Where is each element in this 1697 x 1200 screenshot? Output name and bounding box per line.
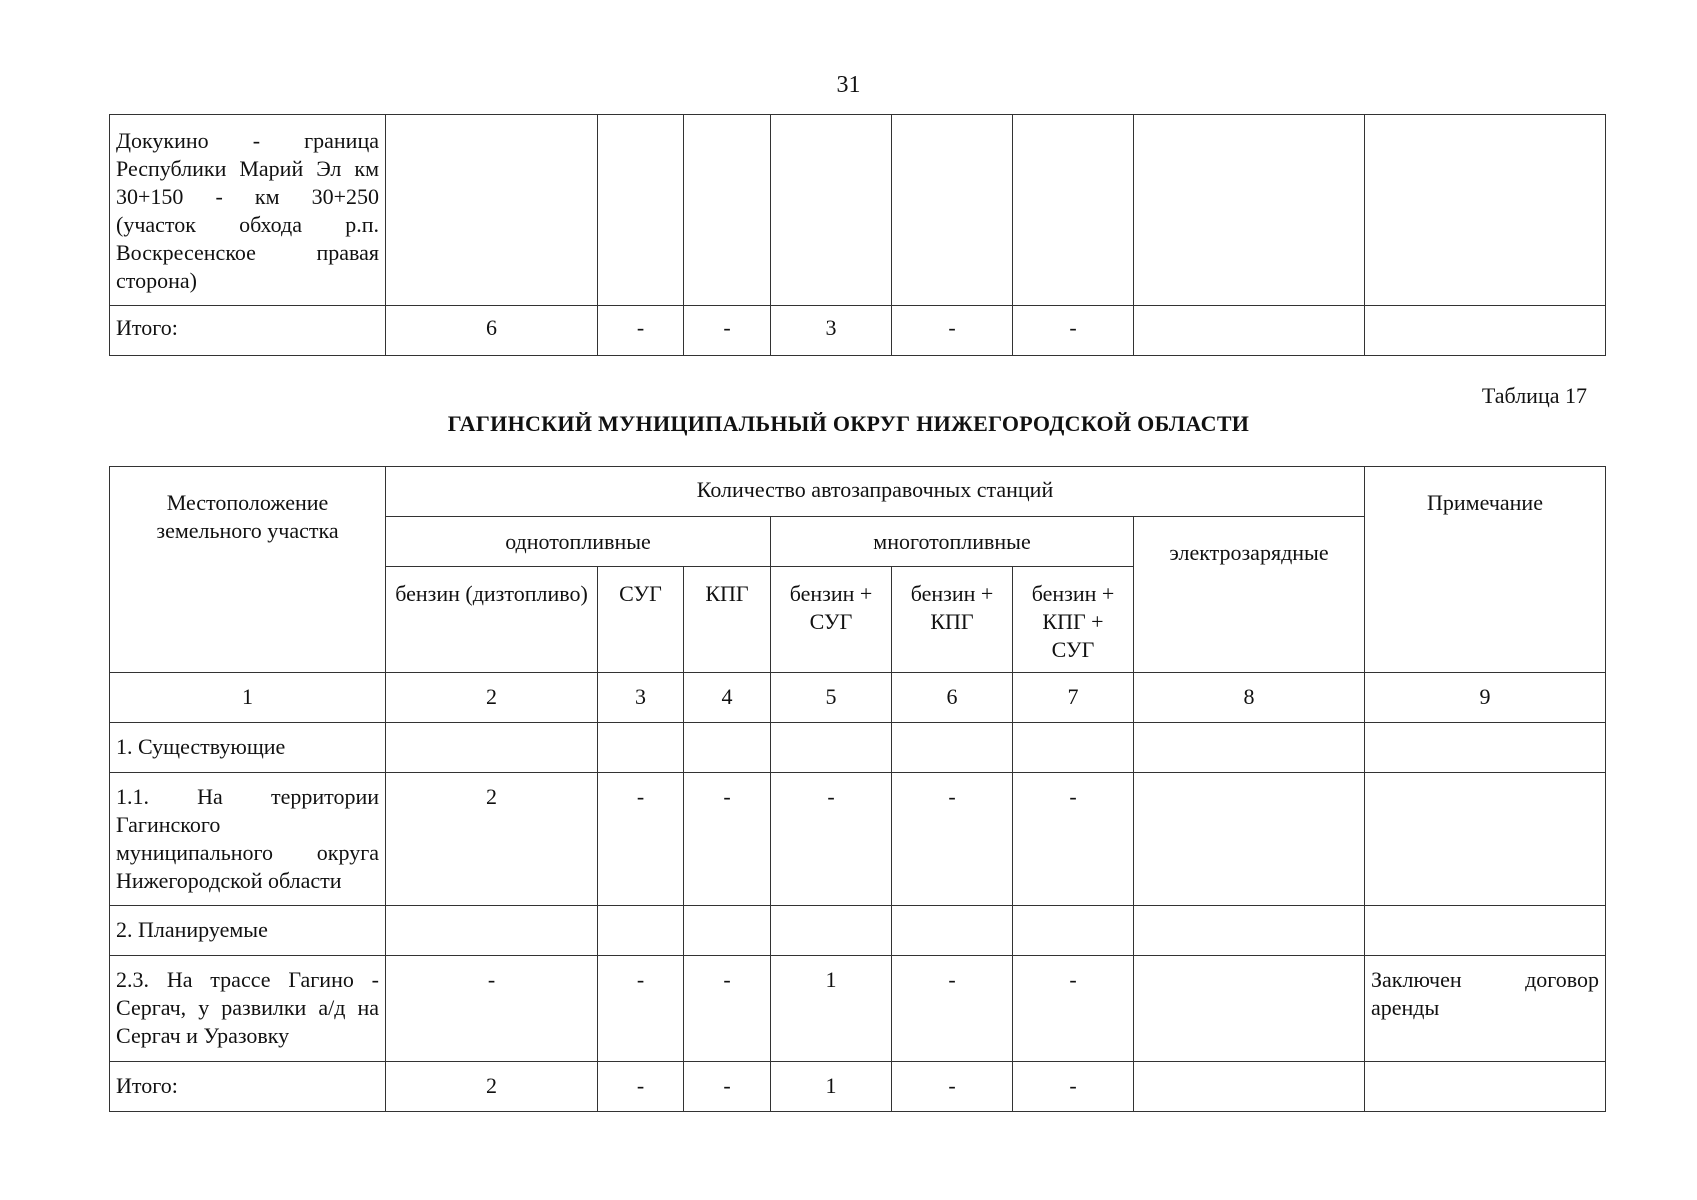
cell: - <box>684 956 771 1062</box>
note-cell <box>1365 773 1606 906</box>
cell: - <box>598 773 684 906</box>
cell: - <box>684 1062 771 1112</box>
column-number: 7 <box>1013 673 1134 723</box>
cell <box>771 115 892 306</box>
cell: - <box>598 1062 684 1112</box>
column-number: 9 <box>1365 673 1606 723</box>
location-cell: 1. Существующие <box>110 723 386 773</box>
column-number-row <box>110 673 1606 723</box>
location-cell: Докукино - граница Республики Марий Эл км 30+150 - км 30+250 (участок обхода р.п. Воскресенское правая сторона) <box>110 115 386 306</box>
cell <box>598 906 684 956</box>
table-title: ГАГИНСКИЙ МУНИЦИПАЛЬНЫЙ ОКРУГ НИЖЕГОРОДСКОЙ ОБЛАСТИ <box>447 411 1250 436</box>
cell <box>1134 1062 1365 1112</box>
cell: - <box>684 773 771 906</box>
location-cell: 2.3. На трассе Гагино - Сергач, у развилки а/д на Сергач и Уразовку <box>110 956 386 1062</box>
cell <box>684 723 771 773</box>
cell <box>598 723 684 773</box>
cell: - <box>1013 773 1134 906</box>
header-location: Местоположение земельного участка <box>110 467 386 673</box>
column-number: 3 <box>598 673 684 723</box>
cell <box>892 115 1013 306</box>
column-number: 5 <box>771 673 892 723</box>
continued-table <box>109 114 1606 356</box>
note-cell: Заключен договор аренды <box>1365 956 1606 1062</box>
note-cell <box>1365 115 1606 306</box>
table-row <box>110 906 1606 956</box>
note-cell <box>1365 1062 1606 1112</box>
header-petrol-lpg: бензин + СУГ <box>771 567 892 673</box>
cell <box>1134 956 1365 1062</box>
header-cng: КПГ <box>684 567 771 673</box>
cell <box>1134 115 1365 306</box>
column-number: 6 <box>892 673 1013 723</box>
note-cell <box>1365 906 1606 956</box>
location-cell: Итого: <box>110 1062 386 1112</box>
cell: - <box>892 306 1013 356</box>
cell <box>1134 773 1365 906</box>
cell <box>1134 306 1365 356</box>
cell: 3 <box>771 306 892 356</box>
cell: - <box>598 956 684 1062</box>
table-row <box>110 773 1606 906</box>
cell <box>1013 115 1134 306</box>
column-number: 2 <box>386 673 598 723</box>
location-cell: 1.1. На территории Гагинского муниципального округа Нижегородской области <box>110 773 386 906</box>
cell: - <box>892 956 1013 1062</box>
header-petrol: бензин (дизтопливо) <box>386 567 598 673</box>
location-cell: 2. Планируемые <box>110 906 386 956</box>
table-row <box>110 956 1606 1062</box>
header-lpg: СУГ <box>598 567 684 673</box>
cell: - <box>386 956 598 1062</box>
note-cell <box>1365 723 1606 773</box>
cell: - <box>1013 1062 1134 1112</box>
cell <box>771 723 892 773</box>
cell: 1 <box>771 1062 892 1112</box>
cell <box>1013 906 1134 956</box>
table-row <box>110 723 1606 773</box>
cell <box>1013 723 1134 773</box>
cell: - <box>771 773 892 906</box>
header-single-fuel: однотопливные <box>386 517 771 567</box>
fuel-stations-table <box>109 466 1606 1112</box>
cell <box>386 723 598 773</box>
header-electric: электрозарядные <box>1134 517 1365 673</box>
table-row-total <box>110 1062 1606 1112</box>
cell <box>386 115 598 306</box>
header-multi-fuel: многотопливные <box>771 517 1134 567</box>
cell: - <box>1013 956 1134 1062</box>
cell: - <box>684 306 771 356</box>
table-label: Таблица 17 <box>1481 383 1587 408</box>
location-cell: Итого: <box>110 306 386 356</box>
cell <box>1134 723 1365 773</box>
cell: 6 <box>386 306 598 356</box>
column-number: 8 <box>1134 673 1365 723</box>
cell <box>771 906 892 956</box>
cell <box>598 115 684 306</box>
cell: - <box>1013 306 1134 356</box>
cell: 2 <box>386 1062 598 1112</box>
note-cell <box>1365 306 1606 356</box>
header-row <box>110 467 1606 517</box>
cell <box>386 906 598 956</box>
cell: 1 <box>771 956 892 1062</box>
cell <box>684 115 771 306</box>
header-petrol-cng-lpg: бензин + КПГ + СУГ <box>1013 567 1134 673</box>
table-row-total <box>110 306 1606 356</box>
column-number: 4 <box>684 673 771 723</box>
cell: - <box>598 306 684 356</box>
cell <box>684 906 771 956</box>
cell <box>892 723 1013 773</box>
column-number: 1 <box>110 673 386 723</box>
cell: - <box>892 1062 1013 1112</box>
page-number: 31 <box>836 72 861 98</box>
table-row <box>110 115 1606 306</box>
header-petrol-cng: бензин + КПГ <box>892 567 1013 673</box>
header-note: Примечание <box>1365 467 1606 673</box>
cell: - <box>892 773 1013 906</box>
header-count: Количество автозаправочных станций <box>386 467 1365 517</box>
cell <box>892 906 1013 956</box>
cell: 2 <box>386 773 598 906</box>
cell <box>1134 906 1365 956</box>
